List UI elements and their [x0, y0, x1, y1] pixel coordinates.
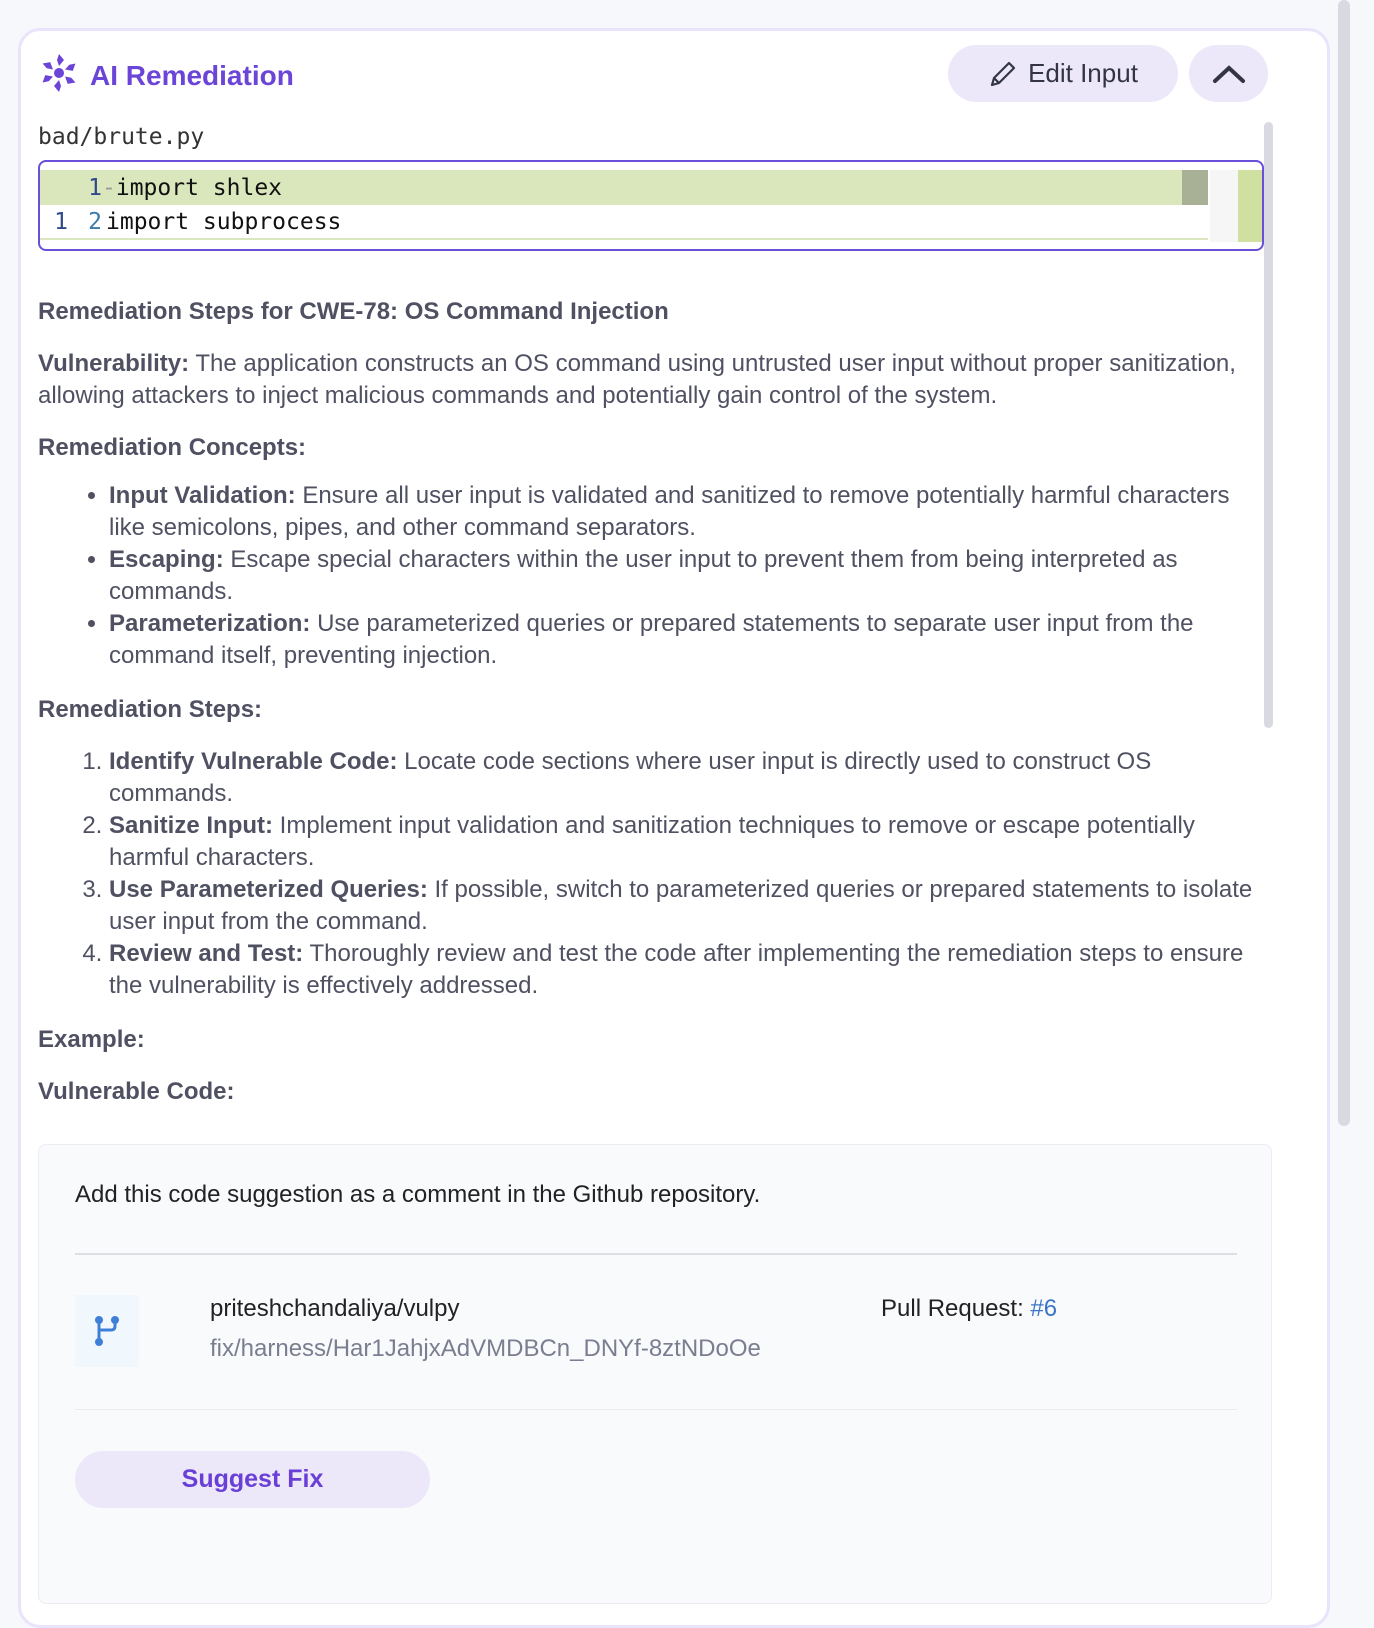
- divider: [75, 1409, 1237, 1410]
- diff-gutter: [1210, 170, 1238, 242]
- line-number: 1: [88, 174, 102, 201]
- list-item: 3. Use Parameterized Queries: If possible, switch to parameterized queries or prepared statements to isolate user input from the command.: [109, 874, 1268, 938]
- diff-filename: bad/brute.py: [38, 124, 205, 150]
- list-item: 2. Sanitize Input: Implement input validation and sanitization techniques to remove or escape potentially harmful characters.: [109, 810, 1268, 874]
- suggest-fix-button[interactable]: Suggest Fix: [75, 1451, 430, 1508]
- steps-list: [109, 746, 1268, 1002]
- page-scrollbar[interactable]: [1338, 0, 1350, 1126]
- card-header: [38, 52, 294, 99]
- example-heading: Example:: [38, 1026, 145, 1053]
- code-text: import shlex: [115, 174, 283, 201]
- ai-sparkle-icon: [38, 52, 80, 99]
- chevron-up-icon: [1212, 64, 1246, 84]
- list-item: • Input Validation: Ensure all user input is validated and sanitized to remove potentially harmful characters like semicolons, pipes, and other command separators.: [109, 480, 1268, 544]
- pull-request-info: Pull Request: #6: [881, 1295, 1058, 1322]
- diff-minimap[interactable]: [1238, 170, 1264, 242]
- card-title: AI Remediation: [90, 59, 294, 91]
- diff-overview-marker: [1182, 170, 1208, 205]
- pencil-icon: [988, 59, 1018, 89]
- remediation-content: [38, 296, 1268, 1128]
- list-item: 1. Identify Vulnerable Code: Locate code sections where user input is directly used to construct OS commands.: [109, 746, 1268, 810]
- list-item: • Parameterization: Use parameterized queries or prepared statements to separate user input from the command itself, preventing injection.: [109, 608, 1268, 672]
- diff-line: 1 - import shlex: [40, 170, 1208, 205]
- remediation-heading: Remediation Steps for CWE-78: OS Command Injection: [38, 298, 669, 325]
- github-suggestion-panel: [38, 1144, 1272, 1604]
- panel-message: Add this code suggestion as a comment in the Github repository.: [75, 1181, 761, 1208]
- code-diff: [38, 160, 1264, 251]
- list-item: • Escaping: Escape special characters within the user input to prevent them from being interpreted as commands.: [109, 544, 1268, 608]
- collapse-button[interactable]: [1189, 45, 1268, 102]
- pull-request-link[interactable]: #6: [1030, 1295, 1058, 1322]
- code-text: import subprocess: [106, 208, 342, 235]
- list-item: 4. Review and Test: Thoroughly review and test the code after implementing the remediation steps to ensure the vulnerability is effectively addressed.: [109, 938, 1268, 1002]
- branch-name: fix/harness/Har1JahjxAdVMDBCn_DNYf-8ztNDoOe: [210, 1335, 761, 1362]
- steps-heading: Remediation Steps:: [38, 696, 263, 723]
- divider: [75, 1253, 1237, 1255]
- concepts-list: [109, 480, 1268, 672]
- edit-input-button[interactable]: Edit Input: [948, 45, 1178, 102]
- vulnerable-code-heading: Vulnerable Code:: [38, 1078, 235, 1105]
- concepts-heading: Remediation Concepts:: [38, 434, 307, 461]
- diff-line: 1 2 import subprocess: [40, 205, 1208, 240]
- git-branch-icon: [75, 1295, 139, 1367]
- vulnerability-paragraph: Vulnerability: The application constructs an OS command using untrusted user input without proper sanitization, allowing attackers to inject malicious commands and potentially gain control of the system.: [38, 350, 1236, 409]
- repo-name: priteshchandaliya/vulpy: [210, 1295, 460, 1322]
